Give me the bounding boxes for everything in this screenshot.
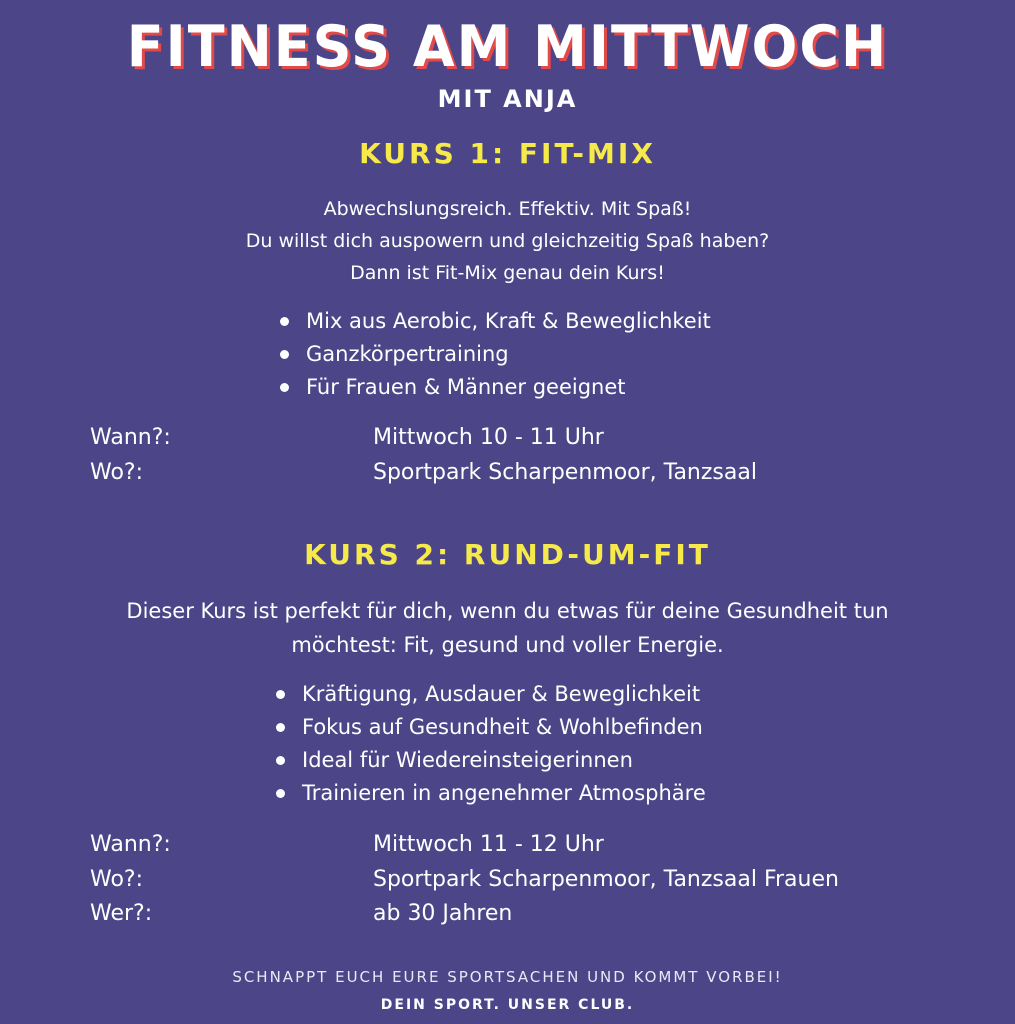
course1-description-line: Abwechslungsreich. Effektiv. Mit Spaß! — [323, 198, 692, 220]
course1-description — [0, 193, 1015, 289]
course2-description-line: möchtest: Fit, gesund und voller Energie. — [291, 633, 724, 657]
info-label: Wo?: — [90, 867, 144, 892]
list-item: Mix aus Aerobic, Kraft & Beweglichkeit — [278, 305, 838, 338]
course2-info-where — [90, 862, 950, 897]
course1-description-line: Du willst dich auspowern und gleichzeitig Spaß haben? — [245, 230, 770, 252]
course1-info-where — [90, 455, 950, 490]
list-item: Ideal für Wiedereinsteigerinnen — [274, 744, 834, 777]
info-value: Mittwoch 10 - 11 Uhr — [373, 425, 604, 450]
list-item: Kräftigung, Ausdauer & Beweglichkeit — [274, 678, 834, 711]
course2-description-line: Dieser Kurs ist perfekt für dich, wenn du etwas für deine Gesundheit tun — [126, 599, 889, 623]
info-value: Mittwoch 11 - 12 Uhr — [373, 832, 604, 857]
info-label: Wann?: — [90, 425, 171, 450]
course2-feature-list — [274, 678, 834, 810]
footer-call-to-action: SCHNAPPT EUCH EURE SPORTSACHEN UND KOMMT VORBEI! — [232, 968, 783, 986]
course2-info-who — [90, 896, 950, 931]
course2-info-when — [90, 827, 950, 862]
info-value: ab 30 Jahren — [373, 901, 513, 926]
list-item: Fokus auf Gesundheit & Wohlbefinden — [274, 711, 834, 744]
info-value: Sportpark Scharpenmoor, Tanzsaal Frauen — [373, 867, 839, 892]
info-label: Wo?: — [90, 460, 144, 485]
page-subtitle: MIT ANJA — [437, 85, 578, 113]
list-item: Trainieren in angenehmer Atmosphäre — [274, 777, 834, 810]
page-title: FITNESS AM MITTWOCH — [126, 13, 889, 80]
course1-feature-list — [278, 305, 838, 404]
course2-description — [0, 594, 1015, 662]
course1-info-when — [90, 420, 950, 455]
course2-title: KURS 2: RUND-UM-FIT — [304, 538, 711, 571]
list-item: Für Frauen & Männer geeignet — [278, 371, 838, 404]
course1-title: KURS 1: FIT-MIX — [359, 137, 656, 170]
info-label: Wer?: — [90, 901, 153, 926]
list-item: Ganzkörpertraining — [278, 338, 838, 371]
info-value: Sportpark Scharpenmoor, Tanzsaal — [373, 460, 757, 485]
info-label: Wann?: — [90, 832, 171, 857]
footer-slogan: DEIN SPORT. UNSER CLUB. — [380, 997, 635, 1013]
course1-description-line: Dann ist Fit-Mix genau dein Kurs! — [350, 262, 665, 284]
